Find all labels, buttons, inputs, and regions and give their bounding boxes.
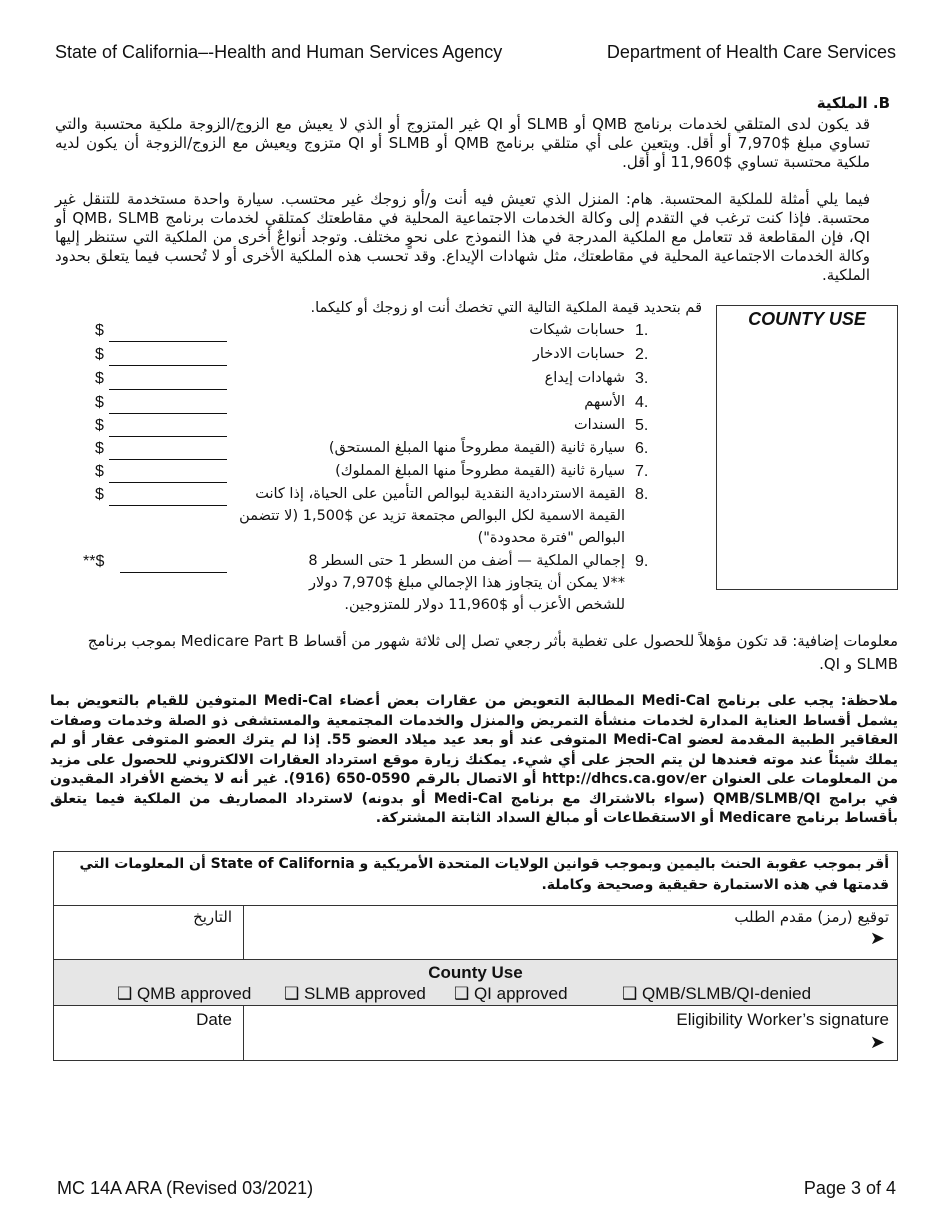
- item-label: حسابات شيكات: [529, 322, 625, 338]
- item-label: الأسهم: [584, 394, 625, 410]
- amount-field[interactable]: [109, 341, 227, 342]
- amount-prefix: **$: [83, 553, 105, 570]
- property-item-1: [95, 322, 655, 344]
- property-item-8: [95, 486, 655, 508]
- item-8-continuation-1: القيمة الاسمية لكل البوالص مجتمعة تزيد عن $1,500 (لا تتضمن: [239, 508, 625, 524]
- amount-prefix: $: [95, 370, 104, 387]
- item-label: السندات: [573, 417, 625, 433]
- county-use-box-title: COUNTY USE: [748, 309, 866, 329]
- item-number: 5.: [635, 417, 649, 434]
- estate-recovery-note: ملاحظة: يجب على برنامج Medi-Cal المطالبة التعويض من عقارات بعض أعضاء Medi-Cal المتوفين للقيام بالتعويض بما يشمل أقساط العناية المدارة لخدمات منشأة التمريض والمنزل والخدمات المجتمعية والمستشفى ذو الصلة وخدمات وصفات العقاقير الطبية المقدمة لعضو Medi-Cal المتوفى عند أو بعد عيد ميلاد العضو 55. إذا لم يترك العضو المتوفى عقار أو لم يملك شيئاً عند موته فعندها لن يتم الحجز على أي شيء. يمكنك زيارة موقع استرداد العقارات الالكتروني للحصول على مزيد من المعلومات على العنوان http://dhcs.ca.gov/er أو الاتصال بالرقم 0590-650 (916). غير أنه لا يخضع الأفراد المقيدون في برامج QMB/SLMB/QI (سواء بالاشتراك مع برنامج Medi-Cal أو بدونه) لاسترداد المصاريف من الملكية فيما يتعلق بأقساط برنامج Medicare أو الاستقطاعات أو مبالغ السداد الثابتة المشتركة.: [50, 693, 899, 826]
- item-9-continuation-2: للشخص الأعزب أو $11,960 دولار للمتزوجين.: [344, 597, 625, 613]
- item-label: القيمة الاستردادية النقدية لبوالص التأمين على الحياة، إذا كانت: [255, 486, 625, 502]
- item-number: 9.: [635, 553, 649, 570]
- eligibility-worker-signature-label: Eligibility Worker’s signature: [676, 1010, 889, 1029]
- amount-prefix: $: [95, 440, 104, 457]
- qi-approved-checkbox[interactable]: ❑ QI approved: [454, 984, 568, 1003]
- date-label-arabic: التاريخ: [193, 908, 232, 926]
- item-number: 7.: [635, 463, 649, 480]
- item-number: 6.: [635, 440, 649, 457]
- additional-information: معلومات إضافية: قد تكون مؤهلاً للحصول على تغطية بأثر رجعي تصل إلى ثلاثة شهور من أقساط Medicare Part B بموجب برنامج SLMB و QI.: [87, 632, 898, 673]
- qmb-approved-checkbox[interactable]: ❑ QMB approved: [117, 984, 252, 1003]
- amount-prefix: $: [95, 463, 104, 480]
- item-number: 2.: [635, 346, 649, 363]
- certification-table: [53, 851, 898, 1061]
- eligibility-worker-signature-row[interactable]: [54, 1006, 897, 1060]
- item-label: سيارة ثانية (القيمة مطروحاً منها المبلغ المستحق): [328, 440, 625, 456]
- denied-checkbox[interactable]: ❑ QMB/SLMB/QI-denied: [622, 984, 812, 1003]
- property-item-4: [95, 394, 655, 416]
- property-item-6: [95, 440, 655, 462]
- amount-field[interactable]: [109, 389, 227, 390]
- amount-field[interactable]: [109, 413, 227, 414]
- amount-prefix: $: [95, 417, 104, 434]
- amount-prefix: $: [95, 322, 104, 339]
- property-item-7: [95, 463, 655, 485]
- amount-field[interactable]: [109, 482, 227, 483]
- column-divider: [243, 906, 244, 959]
- item-8-continuation-2: البوالص "فترة محدودة"): [477, 530, 625, 546]
- item-9-continuation-1: **لا يمكن أن يتجاوز هذا الإجمالي مبلغ $7,970 دولار: [309, 575, 625, 591]
- amount-prefix: $: [95, 346, 104, 363]
- property-item-9-total: [83, 553, 655, 575]
- slmb-approved-checkbox[interactable]: ❑ SLMB approved: [284, 984, 426, 1003]
- amount-field[interactable]: [109, 459, 227, 460]
- property-item-5: [95, 417, 655, 439]
- date-label: Date: [196, 1010, 232, 1029]
- item-label: حسابات الادخار: [532, 346, 625, 362]
- sign-here-arrow-icon: ➤: [869, 928, 885, 949]
- property-item-2: [95, 346, 655, 368]
- property-item-3: [95, 370, 655, 392]
- property-limits-paragraph: قد يكون لدى المتلقي لخدمات برنامج QMB أو SLMB أو QI غير المتزوج أو الذي لا يعيش مع الزوج/الزوجة ملكية محتسبة والتي تساوي مبلغ $7,970 أو أقل. ويتعين على أي متلقي برنامج QMB أو SLMB أو QI متزوج ويعيش مع الزوج/الزوجة أن يكون لديه ملكية محتسبة تساوي $11,960 أو أقل.: [55, 115, 871, 171]
- item-number: 1.: [635, 322, 649, 339]
- county-use-box: [716, 305, 898, 590]
- perjury-statement: أقر بموجب عقوبة الحنث باليمين وبموجب قوانين الولايات المتحدة الأمريكية و State of California أن المعلومات التي قدمتها في هذه الاستمارة حقيقية وصحيحة وكاملة.: [54, 852, 897, 906]
- amount-field[interactable]: [109, 436, 227, 437]
- amount-field[interactable]: [109, 365, 227, 366]
- page-number: Page 3 of 4: [803, 1178, 896, 1198]
- item-label: إجمالي الملكية — أضف من السطر 1 حتى السطر 8: [308, 553, 625, 569]
- form-number: MC 14A ARA (Revised 03/2021): [57, 1178, 314, 1198]
- column-divider: [243, 1006, 244, 1060]
- header-department: Department of Health Care Services: [606, 42, 896, 62]
- amount-prefix: $: [95, 486, 104, 503]
- sign-here-arrow-icon: ➤: [869, 1032, 885, 1052]
- section-b-property: [55, 94, 890, 303]
- header-agency: State of California–-Health and Human Services Agency: [55, 42, 503, 62]
- countable-property-paragraph: فيما يلي أمثلة للملكية المحتسبة. هام: المنزل الذي تعيش فيه أنت و/أو زوجك غير محتسب. سيارة واحدة مستخدمة للتنقل غير محتسبة. فإذا كنت ترغب في التقدم إلى وكالة الخدمات الاجتماعية المحلية في مقاطعتك كمتلقي لخدمات برنامج QMB، SLMB أو QI، فإن المقاطعة قد تتعامل مع الملكية المدرجة في هذا النموذج على نحوٍ مختلف. وتوجد أنواعٌ أخرى من الملكية التي ستنظر إليها وكالة الخدمات الاجتماعية المحلية في مقاطعتك، مثل شهادات الإيداع. وقد تحسب هذه الملكية الأخرى أو لا تُحسب فيما يتعلق بحدود الملكية.: [55, 190, 871, 284]
- applicant-signature-row[interactable]: [54, 906, 897, 960]
- amount-prefix: $: [95, 394, 104, 411]
- amount-field[interactable]: [109, 505, 227, 506]
- item-number: 3.: [635, 370, 649, 387]
- item-label: شهادات إيداع: [544, 370, 625, 386]
- item-number: 4.: [635, 394, 649, 411]
- total-amount-field[interactable]: [120, 572, 227, 573]
- item-number: 8.: [635, 486, 649, 503]
- applicant-signature-label: توقيع (رمز) مقدم الطلب: [734, 908, 889, 926]
- county-use-title: County Use: [428, 963, 523, 982]
- property-list-intro: قم بتحديد قيمة الملكية التالية التي تخصك أنت او زوجك أو كليكما.: [310, 300, 702, 316]
- section-b-heading: B. الملكية: [816, 94, 890, 112]
- county-use-row: [54, 960, 897, 1006]
- item-label: سيارة ثانية (القيمة مطروحاً منها المبلغ المملوك): [335, 463, 625, 479]
